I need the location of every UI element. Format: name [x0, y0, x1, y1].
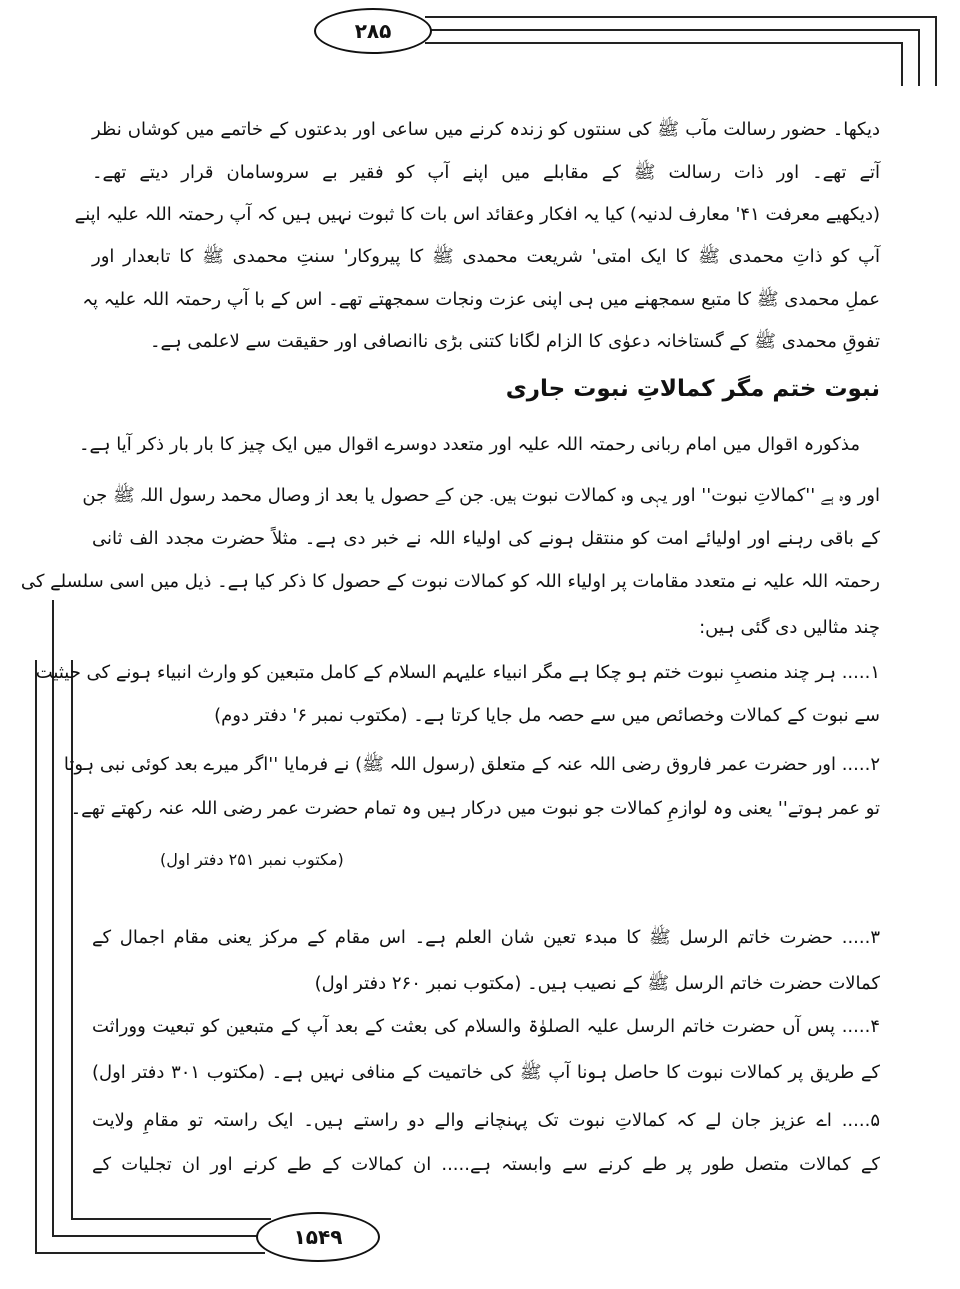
frame-line: [428, 29, 920, 31]
list-item: ۵..... اے عزیز جان لے کہ کمالاتِ نبوت تک پہنچانے والے دو راستے ہیں۔ ایک راستہ تو مقامِ ولایت: [92, 1110, 880, 1131]
frame-line: [935, 16, 937, 86]
page-number-top: ۲۸۵: [314, 8, 432, 54]
list-item: ۳..... حضرت خاتم الرسل ﷺ کا مبدء تعین شان العلم ہے۔ اس مقام کے مرکز یعنی مقام اجمال کے: [92, 927, 880, 948]
text-line: سے نبوت کے کمالات وخصائص میں سے حصہ مل جایا کرتا ہے۔ (مکتوب نمبر ۶' دفتر دوم): [214, 705, 880, 726]
text-line: اور وہ ہے ''کمالاتِ نبوت'' اور یہی وہ کمالات نبوت ہیں۔ جن کے حصول یا بعد از وصال محمد رسول اللہ ﷺ جن: [82, 485, 880, 506]
text-line: چند مثالیں دی گئی ہیں:: [699, 617, 880, 638]
list-item: ۴..... پس آں حضرت خاتم الرسل علیہ الصلوٰۃ والسلام کی بعثت کے بعد آپ کے متبعین کو تبعیت ووراثت: [92, 1016, 880, 1037]
frame-line: [35, 660, 37, 1253]
frame-line: [71, 660, 73, 1219]
text-line: رحمتہ اللہ علیہ نے متعدد مقامات پر اولیاء اللہ کو کمالات نبوت کے حصول کا ذکر کیا ہے۔ ذیل میں اسی سلسلے کی: [20, 571, 880, 592]
text-line: کے کمالات متصل طور پر طے کرنے سے وابستہ ہے..... ان کمالات کے طے کرنے اور ان تجلیات کے: [92, 1154, 880, 1175]
text-line: کمالات حضرت خاتم الرسل ﷺ کے نصیب ہیں۔ (مکتوب نمبر ۲۶۰ دفتر اول): [314, 973, 880, 994]
frame-line: [918, 29, 920, 86]
frame-line: [52, 600, 54, 1236]
text-line: دیکھا۔ حضور رسالت مآب ﷺ کی سنتوں کو زندہ کرنے میں ساعی اور بدعتوں کے خاتمے میں کوشاں نظر: [92, 119, 880, 140]
frame-line: [71, 1218, 271, 1220]
text-line: کے باقی رہنے اور اولیائے امت کو منتقل ہونے کی اولیاء اللہ نے خبر دی ہے۔ مثلاً حضرت مجدد الف ثانی: [92, 528, 880, 549]
frame-line: [425, 42, 903, 44]
text-line: تو عمر ہوتے'' یعنی وہ لوازمِ کمالات جو نبوت میں درکار ہیں وہ تمام حضرت عمر رضی اللہ عنہ رکھتے تھے۔: [70, 798, 880, 819]
list-item: ۱..... ہر چند منصبِ نبوت ختم ہو چکا ہے مگر انبیاء علیہم السلام کے کامل متبعین کو وارث انبیاء ہونے کی حیثیت: [35, 662, 880, 683]
text-line: آتے تھے۔ اور ذات رسالت ﷺ کے مقابلے میں اپنے آپ کو فقیر بے سروسامان قرار دیتے تھے۔: [92, 162, 880, 183]
frame-line: [52, 1235, 262, 1237]
text-line: کے طریق پر کمالات نبوت کا حاصل ہونا آپ ﷺ کی خاتمیت کے منافی نہیں ہے۔ (مکتوب ۳۰۱ دفتر اول): [92, 1062, 880, 1083]
text-line: تفوقِ محمدی ﷺ کے گستاخانہ دعوٰی کا الزام لگانا کتنی بڑی ناانصافی اور حقیقت سے لاعلمی ہے۔: [149, 331, 880, 352]
citation: (مکتوب نمبر ۲۵۱ دفتر اول): [160, 850, 344, 869]
text-line: آپ کو ذاتِ محمدی ﷺ کا ایک امتی' شریعت محمدی ﷺ کا پیروکار' سنتِ محمدی ﷺ کا تابعدار اور: [92, 246, 880, 267]
text-line: عملِ محمدی ﷺ کا متبع سمجھنے میں ہی اپنی عزت ونجات سمجھتے تھے۔ اس کے با آپ رحمتہ اللہ علیہ پہ: [82, 289, 880, 310]
frame-line: [901, 42, 903, 86]
list-item: ۲..... اور حضرت عمر فاروق رضی اللہ عنہ کے متعلق (رسول اللہ ﷺ) نے فرمایا ''اگر میرے بعد کوئی نبی ہوتا: [63, 754, 880, 775]
section-heading: نبوت ختم مگر کمالاتِ نبوت جاری: [505, 376, 880, 402]
text-line: مذکورہ اقوال میں امام ربانی رحمتہ اللہ علیہ اور متعدد دوسرے اقوال میں ایک چیز کا بار بار ذکر آیا ہے۔: [78, 434, 860, 455]
frame-line: [425, 16, 937, 18]
text-line: (دیکھیے معرفت ۴۱' معارف لدنیہ) کیا یہ افکار وعقائد اس بات کا ثبوت نہیں ہیں کہ آپ رحمتہ اللہ علیہ اپنے: [74, 204, 880, 225]
page-number-bottom: ۱۵۴۹: [256, 1212, 380, 1262]
frame-line: [35, 1252, 265, 1254]
